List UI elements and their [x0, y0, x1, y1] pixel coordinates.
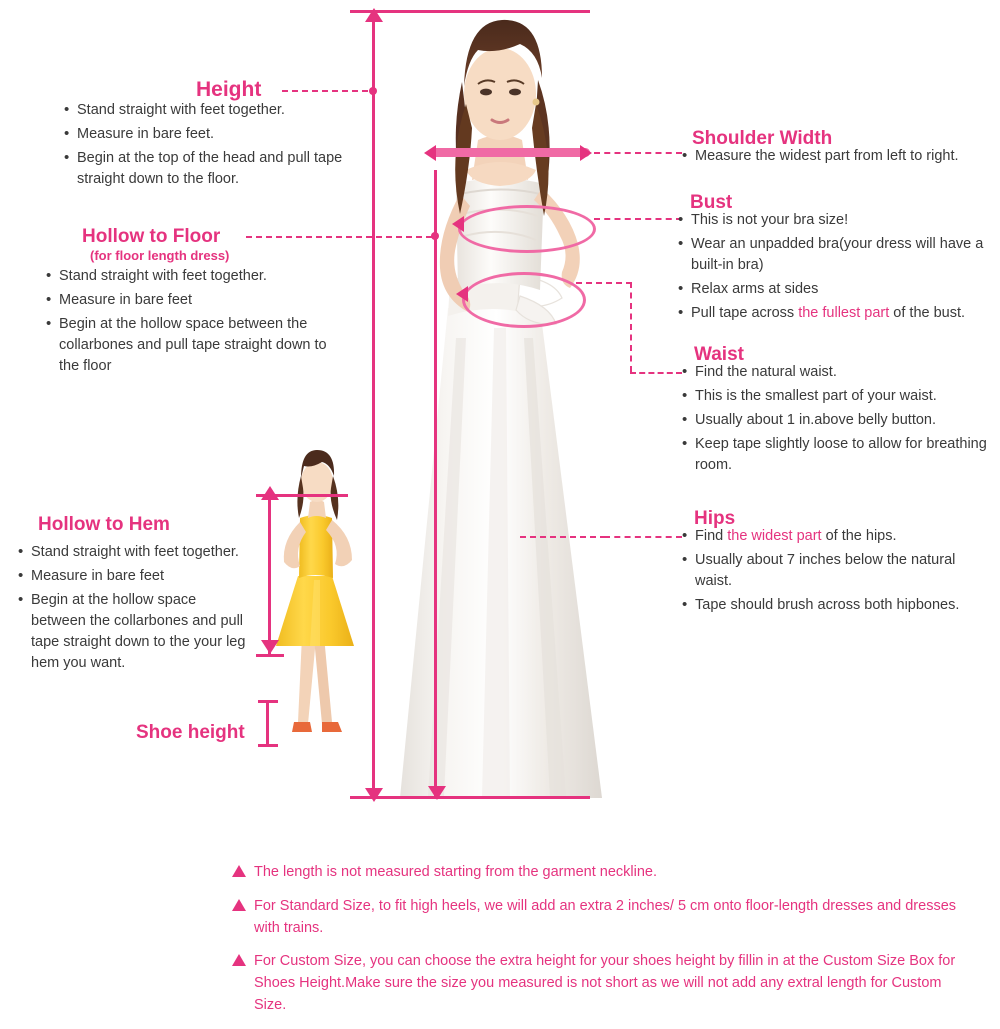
warning-triangle-icon — [232, 899, 246, 911]
hollow-to-hem-arrow-top — [261, 486, 279, 500]
list-item: • Measure the widest part from left to right. — [680, 146, 998, 167]
hollow-to-hem-heading: Hollow to Hem — [38, 514, 170, 535]
list-item: • Relax arms at sides — [676, 279, 994, 300]
hips-leader-inner — [520, 536, 606, 538]
footnote-item — [232, 896, 972, 940]
waist-band — [462, 272, 586, 328]
height-top-cap — [350, 10, 590, 13]
list-item: • Find the natural waist. — [680, 362, 990, 383]
warning-triangle-icon — [232, 954, 246, 966]
list-item: • Stand straight with feet together. — [16, 542, 246, 563]
shoulder-width-bullets — [680, 146, 998, 170]
list-item: • Begin at the hollow space between the collarbones and pull tape straight down to the your leg hem you want. — [16, 590, 246, 674]
bust-highlight: the fullest part — [798, 305, 890, 322]
hips-heading: Hips — [694, 508, 736, 529]
shoe-height-top-cap — [258, 700, 278, 703]
waist-leader-vertical — [630, 282, 632, 372]
footnotes — [232, 862, 972, 1029]
shoulder-width-arrow-left — [424, 145, 436, 161]
list-item: • Tape should brush across both hipbones. — [680, 595, 990, 616]
height-bottom-cap — [350, 796, 590, 799]
hollow-to-hem-line — [268, 496, 271, 656]
list-item: • Wear an unpadded bra(your dress will have a built-in bra) — [676, 234, 994, 276]
list-item: • Measure in bare feet — [16, 566, 246, 587]
waist-heading: Waist — [694, 344, 744, 365]
hollow-to-hem-bottom-cap — [256, 654, 284, 657]
hollow-to-floor-arrow — [428, 786, 446, 800]
shoe-height-bottom-cap — [258, 744, 278, 747]
shoulder-width-leader — [594, 152, 682, 154]
list-item: • Stand straight with feet together. — [44, 266, 344, 287]
shoulder-width-arrow-right — [580, 145, 592, 161]
list-item: • Stand straight with feet together. — [62, 100, 362, 121]
shoulder-width-tape — [430, 148, 590, 157]
hips-bullets — [680, 526, 990, 619]
shoe-height-line — [266, 700, 269, 746]
list-item-hips-widest: • Find the widest part of the hips. — [680, 526, 990, 547]
hollow-to-hem-bullets — [16, 542, 246, 677]
footnote-text: For Standard Size, to fit high heels, we will add an extra 2 inches/ 5 cm onto floor-length dresses and dresses with trains. — [254, 897, 957, 936]
hollow-to-hem-top-cap — [256, 494, 348, 497]
list-item: • Begin at the hollow space between the collarbones and pull tape straight down to the floor — [44, 314, 344, 377]
hollow-to-floor-subnote: (for floor length dress) — [90, 248, 230, 263]
hips-highlight: the widest part — [727, 528, 822, 544]
warning-triangle-icon — [232, 865, 246, 877]
height-arrow-bottom — [365, 788, 383, 802]
bust-bullets — [676, 210, 994, 327]
height-marker-dot — [369, 87, 377, 95]
shoulder-width-heading: Shoulder Width — [692, 128, 833, 149]
footnote-text: For Custom Size, you can choose the extra height for your shoes height by fillin in at the Custom Size Box for Shoes Height.Make sure the size you measured is not short as we will not add any extral length for Custom Size. — [254, 953, 956, 1013]
hollow-to-hem-arrow-bottom — [261, 640, 279, 654]
hollow-to-floor-bullets — [44, 266, 344, 380]
hips-leader — [604, 536, 682, 538]
shoe-height-heading: Shoe height — [136, 722, 245, 743]
list-item: • Measure in bare feet. — [62, 124, 362, 145]
bust-heading: Bust — [690, 192, 733, 213]
bust-arrow — [452, 216, 464, 232]
list-item: • Usually about 1 in.above belly button. — [680, 410, 990, 431]
height-bullets — [62, 100, 362, 193]
list-item: • Measure in bare feet — [44, 290, 344, 311]
bust-leader — [594, 218, 682, 220]
list-item: • This is not your bra size! — [676, 210, 994, 231]
height-heading: Height — [196, 78, 262, 101]
list-item-bust-fullest: • Pull tape across the fullest part of the bust. — [676, 303, 994, 324]
height-leader — [282, 90, 368, 92]
hollow-to-floor-marker-dot — [431, 232, 439, 240]
hollow-to-floor-heading: Hollow to Floor — [82, 226, 221, 247]
waist-leader-top — [576, 282, 632, 284]
list-item: • This is the smallest part of your waist. — [680, 386, 990, 407]
footnote-text: The length is not measured starting from the garment neckline. — [254, 864, 657, 880]
hollow-to-floor-line — [434, 170, 437, 796]
footnote-item — [232, 862, 972, 884]
model-figure-gown — [370, 8, 630, 808]
list-item: • Begin at the top of the head and pull tape straight down to the floor. — [62, 148, 362, 190]
list-item: • Usually about 7 inches below the natural waist. — [680, 550, 990, 592]
waist-bullets — [680, 362, 990, 479]
footnote-item — [232, 951, 972, 1016]
list-item: • Keep tape slightly loose to allow for breathing room. — [680, 434, 990, 476]
hollow-to-floor-leader — [246, 236, 432, 238]
waist-arrow — [456, 286, 468, 302]
waist-leader-horizontal — [630, 372, 682, 374]
bust-band — [458, 205, 596, 253]
height-measure-line — [372, 22, 375, 796]
